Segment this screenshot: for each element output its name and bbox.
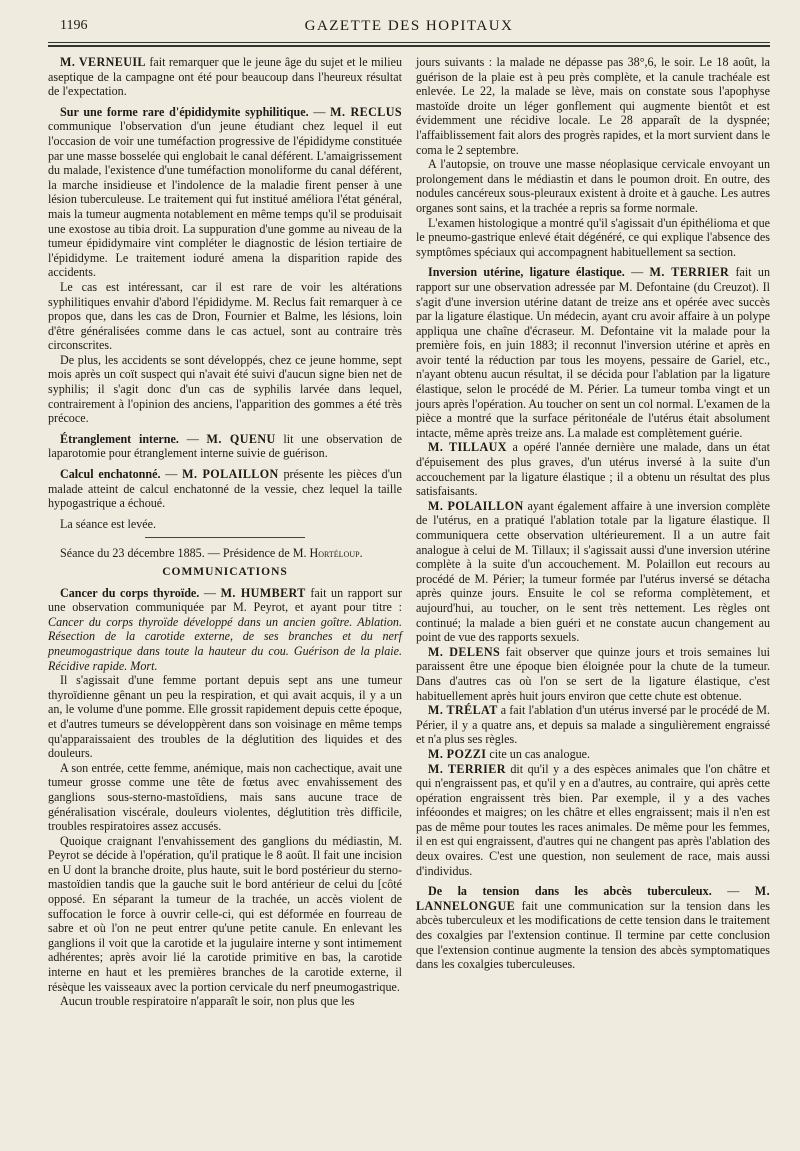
paragraph-text: fait remarquer que le jeune âge du sujet et le milieu aseptique de la campagne ont été pour beaucoup dans l'heureux résultat de l'expectation. bbox=[48, 55, 403, 99]
speaker-name: M. TRÉLAT bbox=[428, 703, 498, 718]
paragraph bbox=[48, 105, 402, 280]
speaker-name: M. VERNEUIL bbox=[60, 55, 146, 69]
speaker-name: M. LANNELONGUE bbox=[416, 884, 771, 913]
paragraph bbox=[48, 432, 402, 461]
speaker-name: M. TERRIER bbox=[649, 265, 730, 280]
speaker-name: M. TILLAUX bbox=[428, 440, 507, 455]
paragraph-text: a opéré l'année dernière une malade, dans un état d'épuisement des plus graves, d'un utérus inversé à la suite d'un accouchement par la ligature élastique ; il a obtenu un résultat des plus satisfaisants. bbox=[416, 440, 771, 499]
section-title: Inversion utérine, ligature élastique. bbox=[428, 265, 625, 280]
paragraph-text: communique l'observation d'un jeune étudiant chez lequel il eut l'occasion de voir une tuméfaction progressive de l'épididyme constituée par une masse bosselée qui englobait le canal déférent. L'amaigrissement du malade, l'existence d'une tuméfaction monoliforme du canal déférent, la marche insidieuse et l'indolence de la maladie firent penser à une lésion tuberculeuse. Le traitement qui fut institué améliora l'état général, mais la tumeur augmenta notablement en même temps qu'il se produisait une exostose au tibia droit. La suppuration d'une gomme au niveau de la tumeur épididymaire vint compléter le diagnostic de lésion tertiaire de l'épididyme. Le traitement ioduré amena la disparition rapide des accidents. bbox=[48, 119, 402, 280]
dash: — bbox=[711, 884, 755, 899]
paragraph: L'examen histologique a montré qu'il s'agissait d'un épithélioma et que le pneumo-gastrique enlevé était dégénéré, ce qui explique l'absence des symptômes spéciaux qui accompagnent habituellement sa section. bbox=[416, 215, 770, 259]
speaker-name: M. POLAILLON bbox=[428, 498, 524, 513]
paragraph: Le cas est intéressant, car il est rare de voir les altérations syphilitiques envahir d'abord l'épididyme. M. Reclus fait remarquer à ce propos que, dans les cas de Dron, Fournier et Balme, les lésions, loin d'être généralisées comme dans le cas actuel, sont au contraire très circonscrites. bbox=[48, 279, 402, 353]
speaker-name: M. DELENS bbox=[428, 644, 501, 659]
paragraph bbox=[48, 586, 402, 674]
paragraph-text: fait un rapport sur une observation adressée par M. Defontaine (du Creuzot). Il s'agit d'une inversion utérine datant de treize ans et opérée avec succès par la ligature élastique. Un médecin, ayant cru avoir affaire à un polype appliqua une chaîne d'écraseur. M. Defontaine vit la malade pour la première fois, en juin 1883; il reconnut l'inversion utérine et après en avoir tenté la réduction par tous les moyens, pessaire de Gariel, etc., n'ayant obtenu aucun résultat, il se décida pour l'ablation par la ligature élastique, selon le procédé de M. Périer. La tumeur tomba vingt et un jours après l'opération. Au toucher on sent un col normal. L'examen de la pièce a montré que la surface péritonéale de l'utérus était absolument intacte, même après treize ans. La malade est complètement guérie. bbox=[416, 265, 770, 440]
paragraph-text: ayant également affaire à une inversion complète de l'utérus, en a pratiqué l'ablation totale par la ligature élastique. Il communiquera cette observation ultérieurement. Il a un autre fait analogue à celui de M. Tillaux; il s'agissait aussi d'une inversion utérine complète à la suite d'un accouchement. M. Polaillon eut recours au procédé de M. Périer; la tumeur formée par l'utérus inversé se détacha après quinze jours. Ensuite le col se reforma complètement, et aujourd'hui, au toucher, on le sent très nettement. Les règles ont continué; la malade a bien guéri et ne constate aucun changement au point de vue des rapports sexuels. bbox=[416, 498, 770, 645]
paragraph: Quoique craignant l'envahissement des ganglions du médiastin, M. Peyrot se décide à l'opération, qu'il pratique le 8 août. Il fait une incision en U dont la branche droite, plus haute, suit le bord postérieur du sterno-mastoïdien tandis que la gauche suit le bord antérieur de celui du [côté opposé. En séparant la tumeur de la trachée, un accès violent de suffocation le force à ouvrir celle-ci, qui est déformée en fourreau de sabre et où l'on ne peut entrer qu'une petite canule. En enlevant les ganglions il voit que la carotide et la jugulaire interne y sont intimement adhérentes; après avoir lié la carotide primitive en bas, la carotide interne en haut et les premières branches de la carotide externe, il résèque les vaisseaux avec la portion cervicale du nerf pneumogastrique. bbox=[48, 833, 402, 994]
page-header bbox=[48, 14, 770, 40]
section-title: De la tension dans les abcès tuberculeux. bbox=[428, 884, 712, 899]
section-title: Calcul enchatonné. bbox=[60, 467, 161, 482]
paragraph: Aucun trouble respiratoire n'apparaît le soir, non plus que les bbox=[60, 994, 355, 1009]
dash: — bbox=[624, 265, 650, 280]
speaker-name: M. TERRIER bbox=[428, 761, 506, 776]
paragraph bbox=[416, 747, 770, 762]
observation-title: Cancer du corps thyroïde développé dans un ancien goître. Ablation. Résection de la carotide externe, de ses branches et du nerf pneumogastrique dans toute la hauteur du cou. Guérison de la plaie. Récidive rapide. Mort. bbox=[48, 614, 402, 673]
speaker-name: M. RECLUS bbox=[330, 104, 402, 119]
session-heading bbox=[48, 546, 402, 561]
dash: — bbox=[308, 104, 331, 119]
journal-title: GAZETTE DES HOPITAUX bbox=[304, 18, 514, 34]
section-title: Cancer du corps thyroïde. bbox=[60, 585, 200, 600]
section-title: Étranglement interne. bbox=[60, 431, 179, 446]
speaker-name: M. POLAILLON bbox=[182, 467, 279, 482]
paragraph bbox=[48, 55, 402, 99]
speaker-name: M. POZZI bbox=[428, 746, 487, 761]
left-column bbox=[48, 55, 402, 1009]
session-date: Séance du 23 décembre 1885. — Présidence de M. bbox=[60, 546, 310, 561]
dash: — bbox=[199, 585, 221, 600]
header-double-rule bbox=[48, 45, 770, 47]
speaker-name: M. HUMBERT bbox=[220, 585, 306, 600]
paragraph bbox=[416, 499, 770, 645]
right-column bbox=[416, 55, 770, 1009]
paragraph bbox=[416, 440, 770, 498]
header-rule bbox=[48, 42, 770, 43]
paragraph-text: a fait l'ablation d'un utérus inversé par le procédé de M. Périer, il y a quatre ans, et depuis sa malade a singulièrement engraissé et n'a plus ses règles. bbox=[416, 703, 770, 747]
paragraph bbox=[416, 703, 770, 747]
paragraph: A l'autopsie, on trouve une masse néoplasique cervicale envoyant un prolongement dans le médiastin et dans le poumon droit. En outre, des nodules cancéreux sous-pleuraux existent à droite et à gauche. Les autres organes sont sains, et la trachée a repris sa forme normale. bbox=[416, 157, 770, 215]
dash: — bbox=[178, 431, 207, 446]
paragraph bbox=[416, 762, 770, 879]
punctuation: . bbox=[359, 546, 363, 561]
paragraph-text: présente les pièces d'un malade atteint de calcul enchatonné de la vessie, chez lequel la taille hypogastrique a échoué. bbox=[48, 467, 402, 511]
paragraph bbox=[48, 467, 402, 511]
paragraph-text: cite un cas analogue. bbox=[486, 746, 591, 761]
section-title: Sur une forme rare d'épididymite syphilitique. bbox=[60, 104, 309, 119]
speaker-name: M. QUENU bbox=[206, 431, 276, 446]
paragraph: De plus, les accidents se sont développés, chez ce jeune homme, sept mois après un coït suspect qui n'avait été suivi d'aucun signe bien net de syphilis; il s'agit donc d'un cas de syphilis larvée dans lequel, contrairement à l'opinion des anciens, l'apparition des gommes a été très précoce. bbox=[48, 352, 402, 426]
paragraph: jours suivants : la malade ne dépasse pas 38°,6, le soir. Le 18 août, la guérison de la plaie est à peu près complète, et la canule trachéale est enlevée. Le 22, la malade se lève, mais on constate sous l'apophyse mastoïde droite un léger gonflement qui augmente bientôt et est évidemment une récidive locale. Le 28 apparaît de la dyspnée; l'affaiblissement fait alors des progrès rapides, et la mort survient dans le coma le 2 septembre. bbox=[416, 55, 770, 157]
president-name: Hortéloup bbox=[309, 546, 360, 561]
section-separator bbox=[145, 537, 305, 538]
rubric-heading: COMMUNICATIONS bbox=[162, 566, 288, 578]
paragraph: A son entrée, cette femme, anémique, mais non cachectique, avait une tumeur grosse comme une tête de fœtus avec envahissement des ganglions sous-sterno-mastoïdiens, mais sans aucune trace de généralisation viscérale, douleurs violentes, déglutition très difficile, troubles respiratoires assez accusés. bbox=[48, 760, 402, 834]
page-number: 1196 bbox=[60, 18, 88, 33]
closing-line: La séance est levée. bbox=[60, 516, 157, 531]
text-columns bbox=[48, 55, 770, 1009]
paragraph bbox=[416, 265, 770, 440]
paragraph-text: fait un rapport sur une observation communiquée par M. Peyrot, et ayant pour titre : bbox=[48, 585, 403, 615]
dash: — bbox=[160, 467, 183, 482]
paragraph-text: lit une observation de laparotomie pour étranglement interne suivie de guérison. bbox=[48, 431, 403, 461]
paragraph: Il s'agissait d'une femme portant depuis sept ans une tumeur thyroïdienne gênant un peu la respiration, et qui avait acquis, il y a un an, le volume d'une pomme. Elle grossit rapidement depuis cette époque, et d'autres tumeurs se développèrent dans son voisinage en même temps qu'apparaissaient des troubles de la déglutition des liquides et des douleurs. bbox=[48, 673, 402, 761]
paragraph bbox=[416, 884, 770, 972]
paragraph bbox=[416, 645, 770, 703]
paragraph-text: dit qu'il y a des espèces animales que l'on châtre et qui n'engraissent pas, et qu'il y en a d'autres, au contraire, qui après cette opération engraissent très bien. Par exemple, il y a des vaches inféoondes et maigres; on les châtre et elles engraissent; mais il n'en est pas de même pour toutes les races animales. De même pour les femmes, il en est qui engraissent, d'autres qui ne changent pas après l'ablation des deux ovaires. C'est une question, non seulement de race, mais aussi d'individus. bbox=[416, 761, 770, 878]
paragraph-text: fait observer que quinze jours et trois semaines lui paraissent être une époque bien éloignée pour la chute de la tumeur. Dans d'autres cas où l'on se sert de la ligature élastique, c'est habituellement après huit jours environ que cette chute est obtenue. bbox=[416, 644, 770, 703]
paragraph-text: fait une communication sur la tension dans les abcès tuberculeux et les modifications de cette tension dans le traitement des coxalgies par l'extension continue. Il termine par cette conclusion que l'extension continue augmente la tension des abcès symptomatiques dans les coxalgies tuberculeuses. bbox=[416, 898, 770, 972]
